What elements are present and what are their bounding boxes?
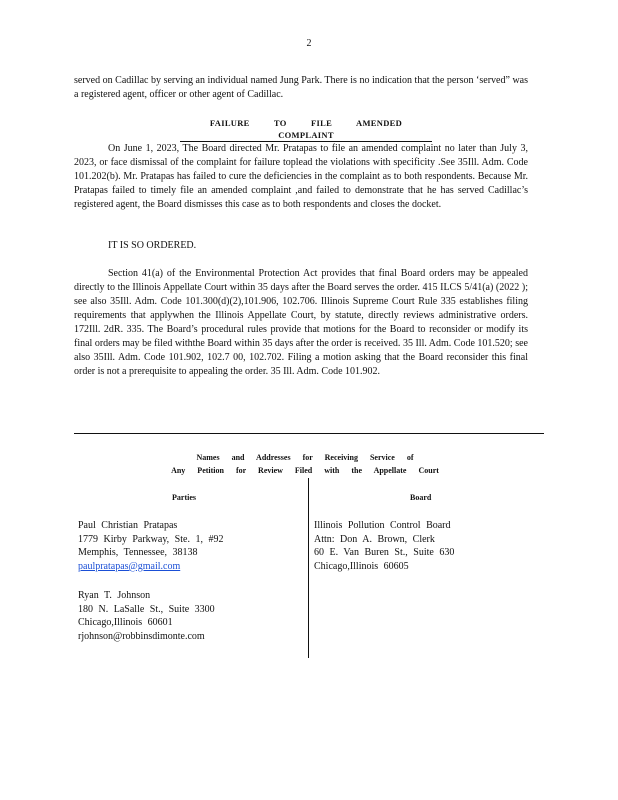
board-street: 60 E. Van Buren St., Suite 630: [314, 547, 455, 559]
parties-label: Parties: [172, 493, 196, 502]
paragraph-service-issue: served on Cadillac by serving an individual named Jung Park. There is no indication that the person ‘served” was a registered agent, officer or other agent of Cadillac.: [74, 75, 528, 100]
board-city: Chicago,Illinois 60605: [314, 560, 409, 572]
section-heading: FAILURE TO FILE AMENDED COMPLAINT: [180, 117, 432, 142]
service-title-line1: Names and Addresses for Receiving Service of: [196, 453, 414, 462]
party-name: Ryan T. Johnson: [78, 590, 151, 601]
party-address-johnson: [78, 589, 215, 643]
column-divider: [308, 478, 309, 658]
party-name: Paul Christian Pratapas: [78, 520, 178, 531]
board-attn: Attn: Don A. Brown, Clerk: [314, 533, 435, 545]
party-email: rjohnson@robbinsdimonte.com: [78, 630, 205, 642]
service-title: [150, 451, 460, 477]
page-number: 2: [306, 38, 312, 49]
paragraph-dismissal: On June 1, 2023, The Board directed Mr. Pratapas to file an amended complaint no later than July 3, 2023, or face dismissal of the complaint for failure toplead the violations with specificity .See 35Ill. Adm. Code 101.202(b). Mr. Pratapas has failed to cure the deficiencies in the complaint as to both respondents. Because Mr. Pratapas failed to timely file an amended complaint ,and failed to demonstrate that he has served Cadillac’s registered agent, the Board dismisses this case as to both respondents and closes the docket.: [74, 143, 528, 210]
party-address-pratapas: [78, 519, 223, 573]
board-name: Illinois Pollution Control Board: [314, 520, 451, 531]
party-street: 180 N. LaSalle St., Suite 3300: [78, 603, 215, 615]
board-label: Board: [410, 493, 432, 502]
party-city: Memphis, Tennessee, 38138: [78, 547, 198, 559]
board-address: [314, 519, 454, 573]
party-street: 1779 Kirby Parkway, Ste. 1, #92: [78, 533, 224, 545]
service-title-line2: Any Petition for Review Filed with the Appellate Court: [171, 466, 439, 475]
paragraph-appeal-rights: Section 41(a) of the Environmental Protection Act provides that final Board orders may be appealed directly to the Illinois Appellate Court within 35 days after the Board serves the order. 415 ILCS 5/41(a) (2022 ); see also 35Ill. Adm. Code 101.300(d)(2),101.906, 102.706. Illinois Supreme Court Rule 335 establishes filing requirements that applywhen the Illinois Appellate Court, by statute, directly reviews administrative orders. 172Ill. 2dR. 335. The Board’s procedural rules provide that motions for the Board to reconsider or modify its final orders may be filed withthe Board within 35 days after the order is received. 35 Ill. Adm. Code 101.520; see also 35Ill. Adm. Code 101.902, 102.7 00, 102.702. Filing a motion asking that the Board reconsider this final order is not a prerequisite to appealing the order. 35 Ill. Adm. Code 101.902.: [74, 268, 528, 377]
party-email-link[interactable]: paulpratapas@gmail.com: [78, 560, 181, 572]
divider-line: [74, 433, 544, 434]
party-city: Chicago,Illinois 60601: [78, 617, 173, 629]
so-ordered: IT IS SO ORDERED.: [108, 240, 197, 251]
